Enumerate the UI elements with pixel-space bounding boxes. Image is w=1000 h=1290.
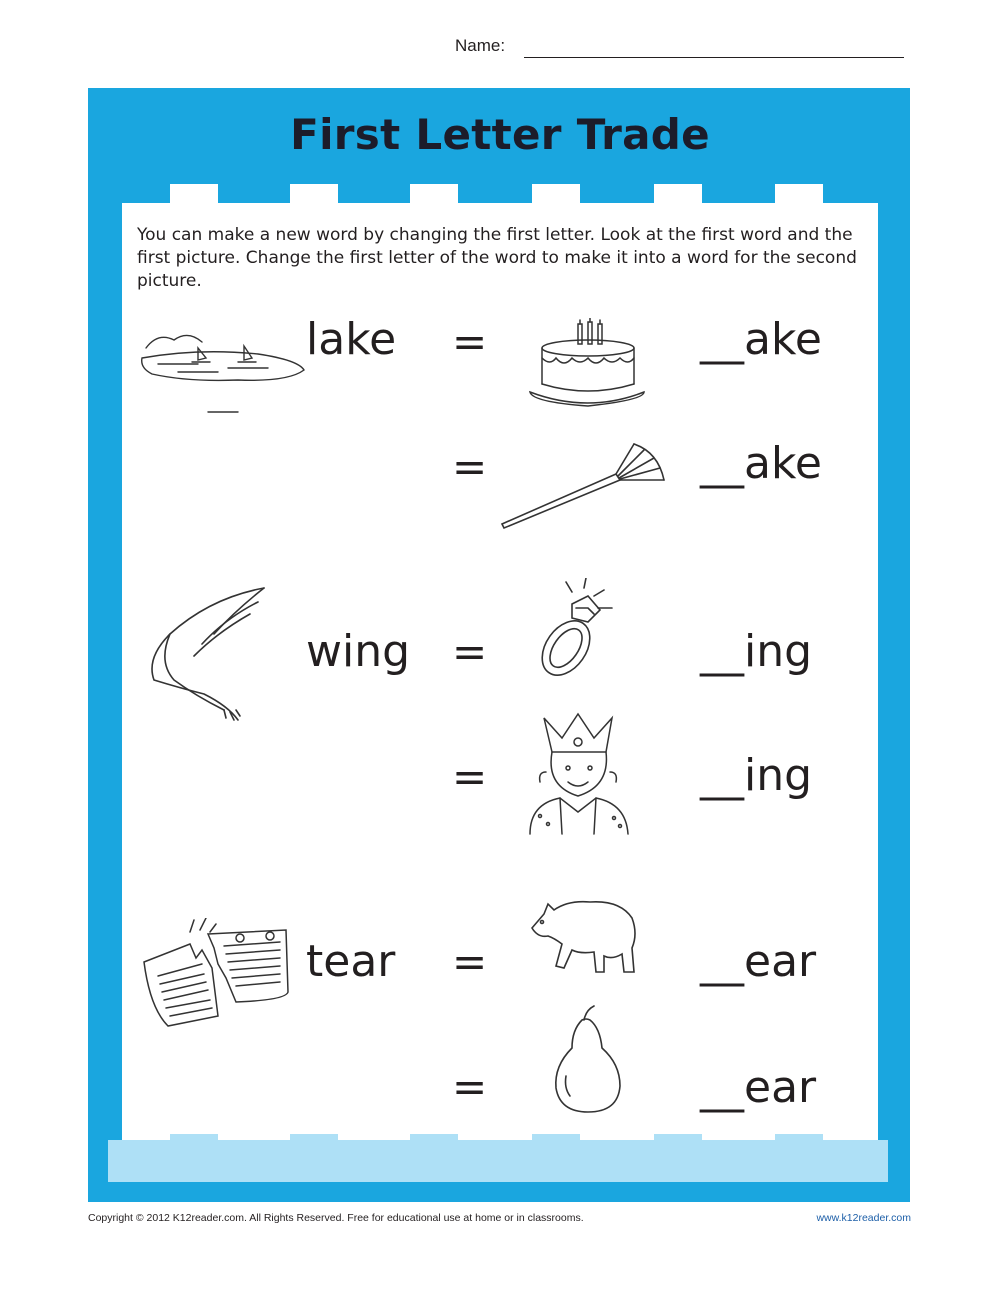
- equals-sign: =: [452, 937, 488, 986]
- first-word: lake: [306, 314, 397, 365]
- cake-icon: [528, 318, 646, 410]
- pear-icon: [550, 1004, 624, 1116]
- bottom-strip: [108, 1140, 888, 1182]
- first-word: tear: [306, 936, 396, 987]
- frame-merlon: [170, 184, 218, 204]
- king-icon: [516, 712, 646, 836]
- ring-icon: [532, 578, 616, 682]
- copyright-text: Copyright © 2012 K12reader.com. All Rights Reserved. Free for educational use at home or in classrooms.: [88, 1212, 584, 1224]
- wing-icon: [140, 584, 270, 724]
- name-label: Name:: [455, 36, 506, 55]
- first-word: wing: [306, 626, 411, 677]
- frame-merlon: [775, 184, 823, 204]
- frame-merlon: [410, 184, 458, 204]
- frame-merlon: [410, 1134, 458, 1144]
- equals-sign: =: [452, 752, 488, 801]
- bear-icon: [528, 892, 640, 976]
- name-field[interactable]: [524, 57, 904, 58]
- answer-blank[interactable]: __ake: [700, 314, 822, 365]
- equals-sign: =: [452, 1062, 488, 1111]
- frame-merlon: [170, 1134, 218, 1144]
- frame-merlon: [290, 184, 338, 204]
- answer-blank[interactable]: __ear: [700, 1062, 817, 1113]
- frame-merlon: [775, 1134, 823, 1144]
- instructions: You can make a new word by changing the first letter. Look at the first word and the first picture. Change the first letter of the word to make it into a word for the second picture.: [137, 225, 857, 291]
- equals-sign: =: [452, 317, 488, 366]
- frame-merlon: [654, 184, 702, 204]
- lake-icon: [138, 318, 306, 418]
- answer-blank[interactable]: __ing: [700, 750, 813, 801]
- answer-blank[interactable]: __ing: [700, 626, 813, 677]
- frame-merlon: [290, 1134, 338, 1144]
- page-title: First Letter Trade: [290, 110, 710, 159]
- frame-merlon: [532, 184, 580, 204]
- equals-sign: =: [452, 627, 488, 676]
- answer-blank[interactable]: __ake: [700, 438, 822, 489]
- equals-sign: =: [452, 442, 488, 491]
- frame-merlon: [654, 1134, 702, 1144]
- website-link[interactable]: www.k12reader.com: [816, 1212, 911, 1224]
- torn-paper-icon: [140, 918, 292, 1030]
- answer-blank[interactable]: __ear: [700, 936, 817, 987]
- rake-icon: [498, 438, 670, 530]
- frame-merlon: [532, 1134, 580, 1144]
